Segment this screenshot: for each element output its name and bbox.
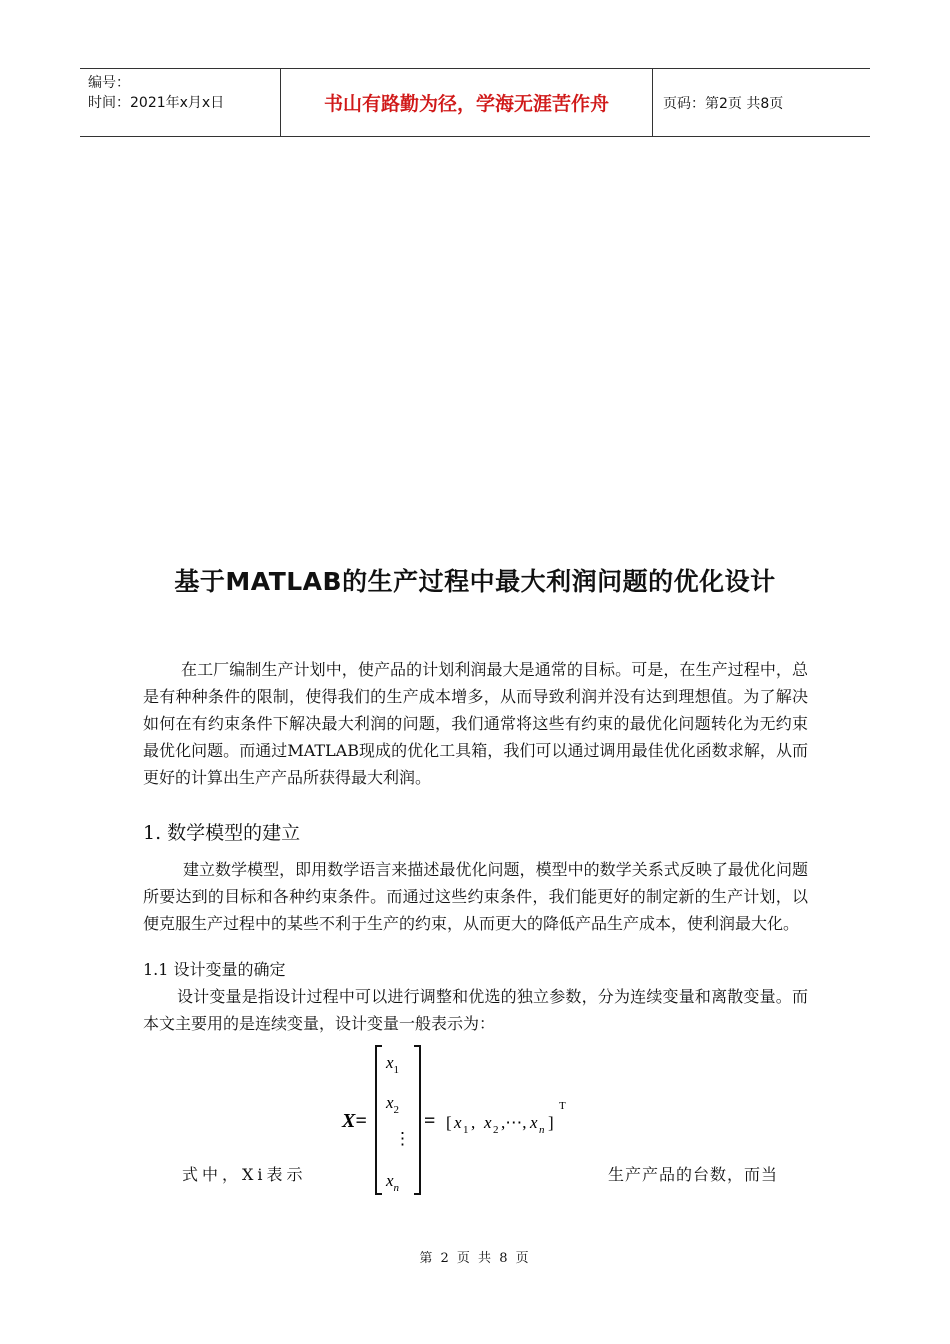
formula-caption-right: 生产产品的台数，而当 <box>608 1165 779 1184</box>
svg-text:1: 1 <box>463 1124 469 1136</box>
section-1-1-paragraph: 设计变量是指设计过程中可以进行调整和优选的独立参数，分为连续变量和离散变量。而本文主要用的是连续变量，设计变量一般表示为： <box>143 987 808 1033</box>
column-vector <box>385 1053 411 1194</box>
formula-caption-left: 式中，Xi表示 <box>182 1165 307 1184</box>
formula-rhs <box>424 1100 566 1136</box>
vector-xn: $x_n$ <box>386 1171 400 1194</box>
intro-paragraph: 在工厂编制生产计划中，使产品的计划利润最大是通常的目标。可是，在生产过程中，总是有种种条件的限制，使得我们的生产成本增多，从而导致利润并没有达到理想值。为了解决如何在有约束条件下解决最大利润的问题，我们通常将这些有约束的最优化问题转化为无约束最优化问题。而通过MATLAB现成的优化工具箱，我们可以通过调用最佳优化函数求解，从而更好的计算出生产产品所获得最大利润。 <box>143 660 808 787</box>
motto: 书山有路勤为径，学海无涯苦作舟 <box>281 69 653 136</box>
left-bracket <box>376 1046 382 1194</box>
section-heading-1: 1. 数学模型的建立 <box>143 822 301 844</box>
svg-text:2: 2 <box>493 1124 499 1136</box>
svg-text:n: n <box>539 1124 545 1136</box>
number-label: 编号： <box>88 75 130 91</box>
vector-x2: $x_2$ <box>386 1093 400 1116</box>
header-table <box>80 68 870 137</box>
time-label: 时间：2021年x月x日 <box>88 95 225 111</box>
svg-text:]: ] <box>548 1113 554 1132</box>
vector-x1: $x_1$ <box>386 1053 400 1076</box>
svg-text:,: , <box>471 1113 476 1132</box>
svg-text:,⋯,: ,⋯, <box>501 1113 527 1132</box>
document-title: 基于MATLAB的生产过程中最大利润问题的优化设计 <box>174 567 776 596</box>
vector-dots: ⋮ <box>394 1129 411 1148</box>
formula-lhs: X= <box>342 1110 367 1132</box>
svg-text:T: T <box>559 1100 566 1112</box>
page-info: 页码：第2页 共8页 <box>663 95 784 112</box>
design-variable-formula <box>340 1040 600 1200</box>
svg-text:x: x <box>484 1113 492 1132</box>
svg-text:[: [ <box>446 1113 452 1132</box>
page-footer: 第 2 页 共 8 页 <box>419 1251 531 1266</box>
section-1-paragraph: 建立数学模型，即用数学语言来描述最优化问题，模型中的数学关系式反映了最优化问题所要达到的目标和各种约束条件。而通过这些约束条件，我们能更好的制定新的生产计划，以便克服生产过程中的某些不利于生产的约束，从而更大的降低产品生产成本，使利润最大化。 <box>143 860 808 933</box>
svg-text:=: = <box>424 1110 436 1132</box>
svg-text:x: x <box>530 1113 538 1132</box>
section-heading-1-1: 1.1 设计变量的确定 <box>143 960 286 979</box>
header-left-cell <box>80 69 281 136</box>
right-bracket <box>414 1046 420 1194</box>
svg-text:x: x <box>454 1113 462 1132</box>
